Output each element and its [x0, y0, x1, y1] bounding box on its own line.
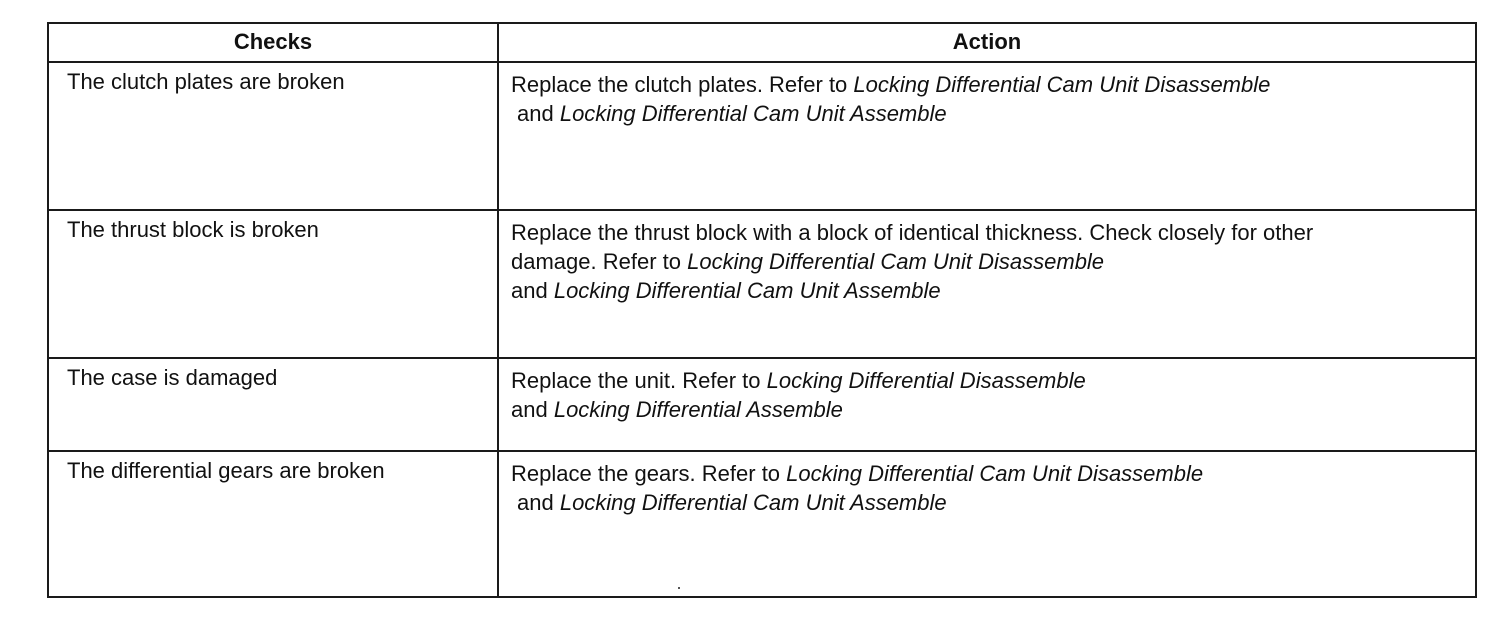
check-cell: The case is damaged — [48, 358, 498, 451]
action-line — [511, 247, 1459, 276]
action-text: Replace the unit. Refer to — [511, 368, 767, 393]
procedure-reference: Locking Differential Disassemble — [766, 368, 1086, 393]
diagnostic-table-container — [47, 22, 1475, 598]
action-text: damage. Refer to — [511, 249, 688, 274]
diagnostic-table — [47, 22, 1477, 598]
action-line — [511, 218, 1459, 247]
procedure-reference: Locking Differential Cam Unit Assemble — [559, 490, 947, 515]
action-text: and — [511, 278, 554, 303]
scan-speck — [678, 587, 680, 589]
check-cell: The thrust block is broken — [48, 210, 498, 358]
action-line — [511, 488, 1459, 517]
action-text: and — [517, 490, 560, 515]
action-cell — [498, 210, 1476, 358]
action-cell — [498, 62, 1476, 210]
table-header-row — [48, 23, 1476, 62]
action-line — [511, 70, 1459, 99]
check-cell: The clutch plates are broken — [48, 62, 498, 210]
action-text: and — [511, 397, 554, 422]
table-row — [48, 451, 1476, 597]
action-line — [511, 459, 1459, 488]
procedure-reference: Locking Differential Cam Unit Disassemble — [786, 461, 1204, 486]
action-text: Replace the thrust block with a block of identical thickness. Check closely for other — [511, 220, 1314, 245]
check-cell: The differential gears are broken — [48, 451, 498, 597]
procedure-reference: Locking Differential Cam Unit Disassemble — [853, 72, 1271, 97]
action-line — [511, 366, 1459, 395]
procedure-reference: Locking Differential Cam Unit Disassemble — [687, 249, 1105, 274]
action-text: Replace the clutch plates. Refer to — [511, 72, 854, 97]
action-column-header: Action — [498, 23, 1476, 62]
action-text: Replace the gears. Refer to — [511, 461, 787, 486]
table-row — [48, 358, 1476, 451]
procedure-reference: Locking Differential Cam Unit Assemble — [553, 278, 941, 303]
checks-column-header: Checks — [48, 23, 498, 62]
table-row — [48, 210, 1476, 358]
table-row — [48, 62, 1476, 210]
procedure-reference: Locking Differential Assemble — [553, 397, 843, 422]
action-cell — [498, 451, 1476, 597]
action-line — [511, 276, 1459, 305]
action-line — [511, 395, 1459, 424]
procedure-reference: Locking Differential Cam Unit Assemble — [559, 101, 947, 126]
action-cell — [498, 358, 1476, 451]
action-text: and — [517, 101, 560, 126]
action-line — [511, 99, 1459, 128]
